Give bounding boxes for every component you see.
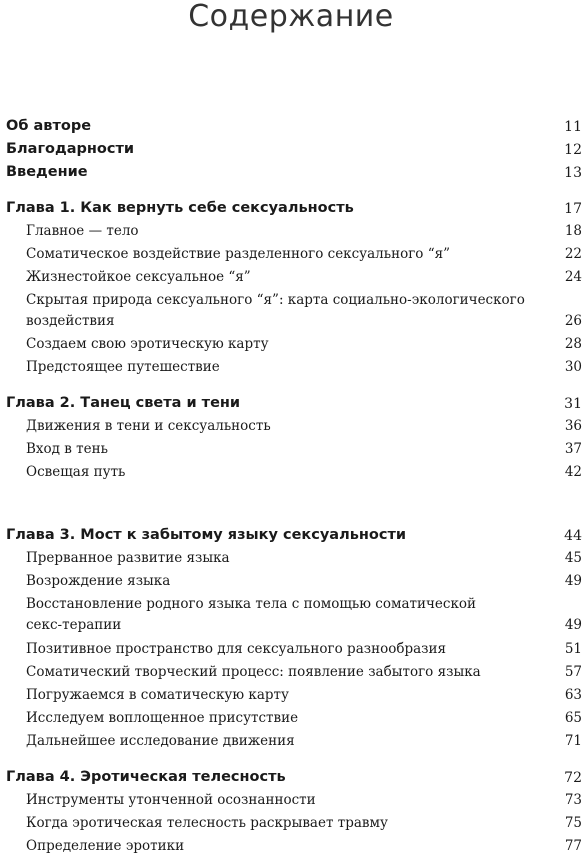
toc-section <box>0 246 582 266</box>
toc-section <box>0 664 582 684</box>
toc-entry-label: Соматическое воздействие разделенного сексуального “я” <box>26 246 451 262</box>
toc-entry <box>0 141 582 161</box>
toc-section <box>0 687 582 707</box>
toc-entry-label: Движения в тени и сексуальность <box>26 418 271 434</box>
toc-entry-label: Скрытая природа сексуального “я”: карта социально-экологического <box>26 292 525 308</box>
toc-entry-page: 71 <box>564 733 582 749</box>
toc-entry-page: 30 <box>564 359 582 375</box>
page-title: Содержание <box>188 0 394 34</box>
toc-entry-page: 22 <box>564 246 582 262</box>
toc-entry-label: Восстановление родного языка тела с помощью соматической <box>26 596 477 612</box>
toc-entry-label: Жизнестойкое сексуальное “я” <box>26 269 251 285</box>
toc-chapter <box>0 395 582 415</box>
toc-entry-page: 77 <box>564 838 582 854</box>
toc-section <box>0 815 582 835</box>
toc-chapter <box>0 769 582 789</box>
toc-entry-page: 11 <box>564 119 582 135</box>
toc-section-continued <box>0 617 582 637</box>
toc-entry-page: 44 <box>564 528 582 544</box>
toc-entry-page: 26 <box>564 313 582 329</box>
toc-chapter <box>0 200 582 220</box>
toc-entry-label: Дальнейшее исследование движения <box>26 733 295 749</box>
toc-section <box>0 550 582 570</box>
toc-entry <box>0 118 582 138</box>
toc-section <box>0 641 582 661</box>
toc-entry-page: 24 <box>564 269 582 285</box>
toc-entry-page: 65 <box>564 710 582 726</box>
toc-entry-label: Введение <box>6 164 88 180</box>
toc-section <box>0 573 582 593</box>
toc-entry-label: Глава 1. Как вернуть себе сексуальность <box>6 200 354 216</box>
toc-entry-label: секс-терапии <box>26 617 122 633</box>
toc-entry-page: 18 <box>564 223 582 239</box>
toc-entry-label: Исследуем воплощенное присутствие <box>26 710 299 726</box>
toc-entry-label: воздействия <box>26 313 115 329</box>
toc-section <box>0 441 582 461</box>
toc-section-continued <box>0 313 582 333</box>
toc-entry-label: Определение эротики <box>26 838 185 854</box>
toc-entry-page: 13 <box>564 165 582 181</box>
toc-section <box>0 733 582 753</box>
toc-entry-label: Вход в тень <box>26 441 108 457</box>
toc-entry-label: Благодарности <box>6 141 135 157</box>
toc-section <box>0 292 582 312</box>
toc-section <box>0 596 582 616</box>
toc-entry-label: Глава 2. Танец света и тени <box>6 395 241 411</box>
toc-entry-page: 63 <box>564 687 582 703</box>
toc-entry-label: Создаем свою эротическую карту <box>26 336 269 352</box>
toc-entry-label: Погружаемся в соматическую карту <box>26 687 289 703</box>
toc-entry-page: 72 <box>564 770 582 786</box>
toc-entry-label: Предстоящее путешествие <box>26 359 220 375</box>
toc-entry-page: 75 <box>564 815 582 831</box>
toc-entry-page: 17 <box>564 201 582 217</box>
toc-entry-page: 73 <box>564 792 582 808</box>
toc-section <box>0 359 582 379</box>
toc-entry-page: 57 <box>564 664 582 680</box>
toc-entry-label: Об авторе <box>6 118 92 134</box>
toc-section <box>0 838 582 858</box>
toc-chapter <box>0 527 582 547</box>
toc-entry-page: 42 <box>564 464 582 480</box>
toc-section <box>0 269 582 289</box>
toc-section <box>0 418 582 438</box>
toc-section <box>0 464 582 484</box>
toc-section <box>0 336 582 356</box>
toc-section <box>0 710 582 730</box>
toc-entry-label: Главное — тело <box>26 223 139 239</box>
toc-entry-page: 45 <box>564 550 582 566</box>
toc-entry-label: Освещая путь <box>26 464 126 480</box>
toc-entry-label: Прерванное развитие языка <box>26 550 230 566</box>
toc-entry-label: Позитивное пространство для сексуального разнообразия <box>26 641 447 657</box>
toc-entry-page: 49 <box>564 617 582 633</box>
toc-entry <box>0 164 582 184</box>
toc-entry-label: Глава 3. Мост к забытому языку сексуальности <box>6 527 407 543</box>
toc-entry-label: Когда эротическая телесность раскрывает травму <box>26 815 388 831</box>
toc-entry-page: 51 <box>564 641 582 657</box>
toc-entry-label: Глава 4. Эротическая телесность <box>6 769 286 785</box>
toc-entry-page: 12 <box>564 142 582 158</box>
toc-section <box>0 223 582 243</box>
toc-entry-label: Соматический творческий процесс: появление забытого языка <box>26 664 481 680</box>
toc-section <box>0 792 582 812</box>
toc-entry-page: 36 <box>564 418 582 434</box>
toc-entry-page: 31 <box>564 396 582 412</box>
toc-entry-page: 28 <box>564 336 582 352</box>
toc-entry-page: 49 <box>564 573 582 589</box>
toc-entry-page: 37 <box>564 441 582 457</box>
toc-entry-label: Возрождение языка <box>26 573 171 589</box>
toc-entry-label: Инструменты утонченной осознанности <box>26 792 316 808</box>
